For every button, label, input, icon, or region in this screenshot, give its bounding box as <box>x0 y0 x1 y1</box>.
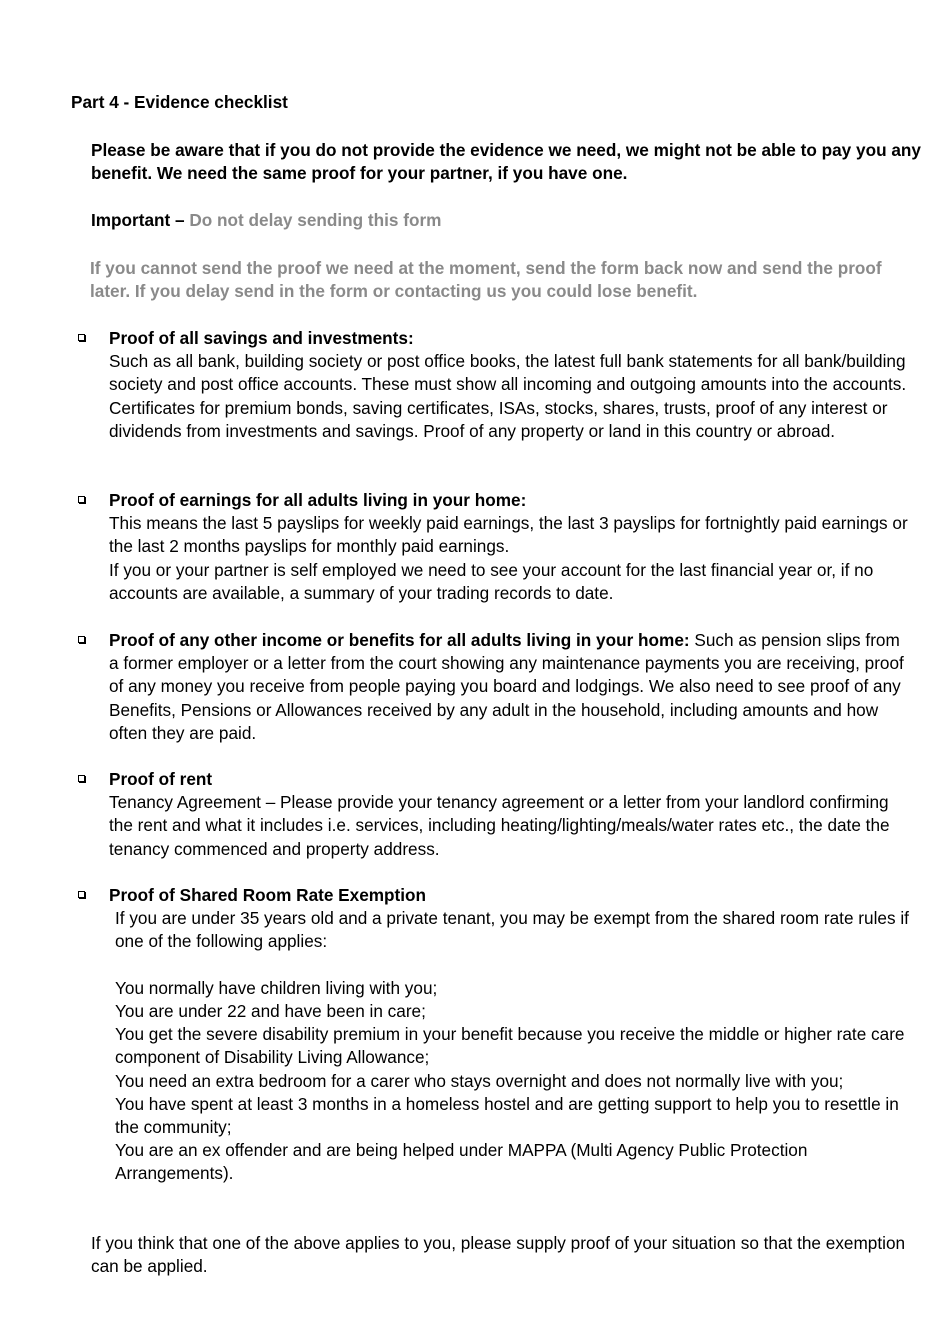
item-text: Such as all bank, building society or post office books, the latest full bank statements for all bank/building society and post office accounts. These must show all incoming and outgoing amounts into the accounts. Certificates for premium bonds, saving certificates, ISAs, stocks, shares, trusts, proof of any interest or dividends from investments and savings. Proof of any property or land in this country or abroad. <box>109 351 907 441</box>
exemption-condition: You are an ex offender and are being helped under MAPPA (Multi Agency Public Protection Arrangements). <box>115 1140 808 1184</box>
important-text: Do not delay sending this form <box>189 210 442 230</box>
checklist-item-earnings <box>78 489 938 605</box>
checklist-item-rent <box>78 768 938 861</box>
item-text: This means the last 5 payslips for weekly paid earnings, the last 3 payslips for fortnightly paid earnings or the last 2 months payslips for monthly paid earnings. <box>109 513 908 557</box>
item-title: Proof of earnings for all adults living in your home: <box>109 490 527 510</box>
footer-note: If you think that one of the above applies to you, please supply proof of your situation so that the exemption can be applied. <box>91 1233 906 1277</box>
checklist-item-shared-room <box>78 884 938 1186</box>
exemption-condition: You get the severe disability premium in your benefit because you receive the middle or higher rate care component of Disability Living Allowance; <box>115 1024 905 1068</box>
item-text: Tenancy Agreement – Please provide your tenancy agreement or a letter from your landlord confirming the rent and what it includes i.e. services, including heating/lighting/meals/water rates etc., the date the tenancy commenced and property address. <box>109 792 890 859</box>
checkbox-bullet-icon <box>78 891 85 898</box>
checkbox-bullet-icon <box>78 496 85 503</box>
page-title: Part 4 - Evidence checklist <box>71 92 288 112</box>
exemption-condition: You normally have children living with you; <box>115 977 438 998</box>
checklist-item-savings <box>78 327 938 443</box>
item-title: Proof of Shared Room Rate Exemption <box>109 885 427 905</box>
delay-note: If you cannot send the proof we need at the moment, send the form back now and send the proof later. If you delay send in the form or contacting us you could lose benefit. <box>90 258 882 302</box>
exemption-condition: You are under 22 and have been in care; <box>115 1001 426 1021</box>
exemption-condition: You have spent at least 3 months in a homeless hostel and are getting support to help you to resettle in the community; <box>115 1093 899 1138</box>
item-text: If you are under 35 years old and a private tenant, you may be exempt from the shared room rate rules if one of the following applies: <box>115 908 909 952</box>
item-title: Proof of any other income or benefits for all adults living in your home: <box>109 630 690 650</box>
checklist-item-other-income <box>78 629 938 745</box>
important-label: Important – <box>91 210 190 230</box>
warning-text: Please be aware that if you do not provide the evidence we need, we might not be able to pay you any benefit. We need the same proof for your partner, if you have one. <box>91 140 921 184</box>
item-text-self-employed: If you or your partner is self employed we need to see your account for the last financial year or, if no accounts are available, a summary of your trading records to date. <box>109 559 874 603</box>
item-title: Proof of rent <box>109 769 213 789</box>
item-text: Such as pension slips from a former employer or a letter from the court showing any maintenance payments you are receiving, proof of any money you receive from people paying you board and lodgings. We also need to see proof of any Benefits, Pensions or Allowances received by any adult in the household, including amounts and how often they are paid. <box>109 630 904 743</box>
checkbox-bullet-icon <box>78 775 85 782</box>
important-notice <box>91 209 441 232</box>
checkbox-bullet-icon <box>78 334 85 341</box>
checkbox-bullet-icon <box>78 636 85 643</box>
exemption-condition: You need an extra bedroom for a carer who stays overnight and does not normally live with you; <box>115 1070 844 1091</box>
item-title: Proof of all savings and investments: <box>109 328 414 348</box>
